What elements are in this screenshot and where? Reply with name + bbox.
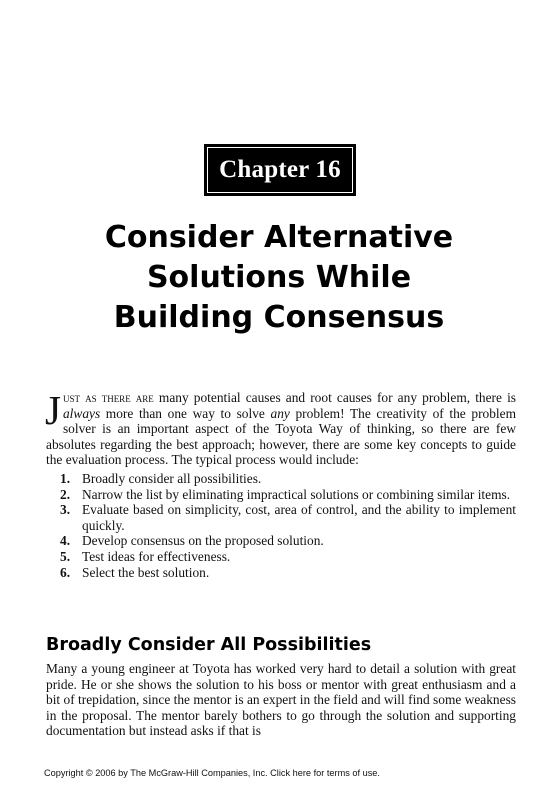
- list-item: [46, 549, 516, 565]
- list-item: [46, 565, 516, 581]
- step-text: Select the best solution.: [82, 564, 210, 580]
- intro-text-2: more than one way to solve: [100, 405, 271, 421]
- footer: [44, 768, 380, 778]
- intro-paragraph: [45, 387, 516, 468]
- copyright-text: Copyright © 2006 by The McGraw-Hill Companies, Inc.: [44, 768, 271, 778]
- section-heading: Broadly Consider All Possibilities: [46, 635, 372, 655]
- chapter-badge: [204, 144, 356, 196]
- intro-text-3: problem! The creativity of the problem solver is an important aspect of the Toyota Way of thinking, so there are few absolutes regarding the best approach; however, there are some key concepts to guide the evaluation process. The typical process would include:: [46, 405, 516, 468]
- list-item: [46, 502, 516, 533]
- intro-section: [45, 387, 516, 580]
- list-item: [46, 487, 516, 503]
- step-number: 2.: [60, 486, 71, 502]
- chapter-title-line-1: Consider Alternative: [104, 220, 454, 255]
- step-number: 1.: [60, 470, 71, 486]
- step-number: 3.: [60, 502, 71, 518]
- intro-text-1: many potential causes and root causes for any problem, there is: [153, 390, 516, 405]
- intro-lead-in: ust as there are: [62, 390, 154, 405]
- section-paragraph: [46, 661, 516, 739]
- chapter-title-line-2: Solutions While: [146, 260, 412, 295]
- intro-emphasis-any: any: [270, 405, 290, 421]
- chapter-label: Chapter 16: [207, 147, 353, 193]
- list-item: [46, 533, 516, 549]
- intro-emphasis-always: always: [62, 405, 101, 421]
- step-number: 6.: [60, 564, 71, 580]
- list-item: [46, 471, 516, 487]
- step-number: 5.: [60, 548, 71, 564]
- process-steps-list: [46, 471, 516, 580]
- section-paragraph-text: Many a young engineer at Toyota has worked very hard to detail a solution with great pride. He or she shows the solution to his boss or mentor with great enthusiasm and a bit of trepidation, since the mentor is an expert in the field and will find some weakness in the proposal. The mentor barely bothers to go through the solution and supporting documentation but instead asks if that is: [46, 661, 516, 739]
- step-text: Broadly consider all possibilities.: [82, 470, 262, 486]
- step-text: Evaluate based on simplicity, cost, area of control, and the ability to implement quickly.: [82, 502, 516, 533]
- step-text: Develop consensus on the proposed solution.: [82, 533, 324, 549]
- step-number: 4.: [60, 533, 71, 549]
- step-text: Narrow the list by eliminating impractical solutions or combining similar items.: [82, 486, 511, 502]
- chapter-title: [40, 218, 518, 338]
- step-text: Test ideas for effectiveness.: [82, 548, 231, 564]
- terms-of-use-link[interactable]: Click here for terms of use.: [270, 768, 380, 778]
- chapter-title-line-3: Building Consensus: [113, 300, 445, 335]
- drop-cap: J: [45, 387, 61, 433]
